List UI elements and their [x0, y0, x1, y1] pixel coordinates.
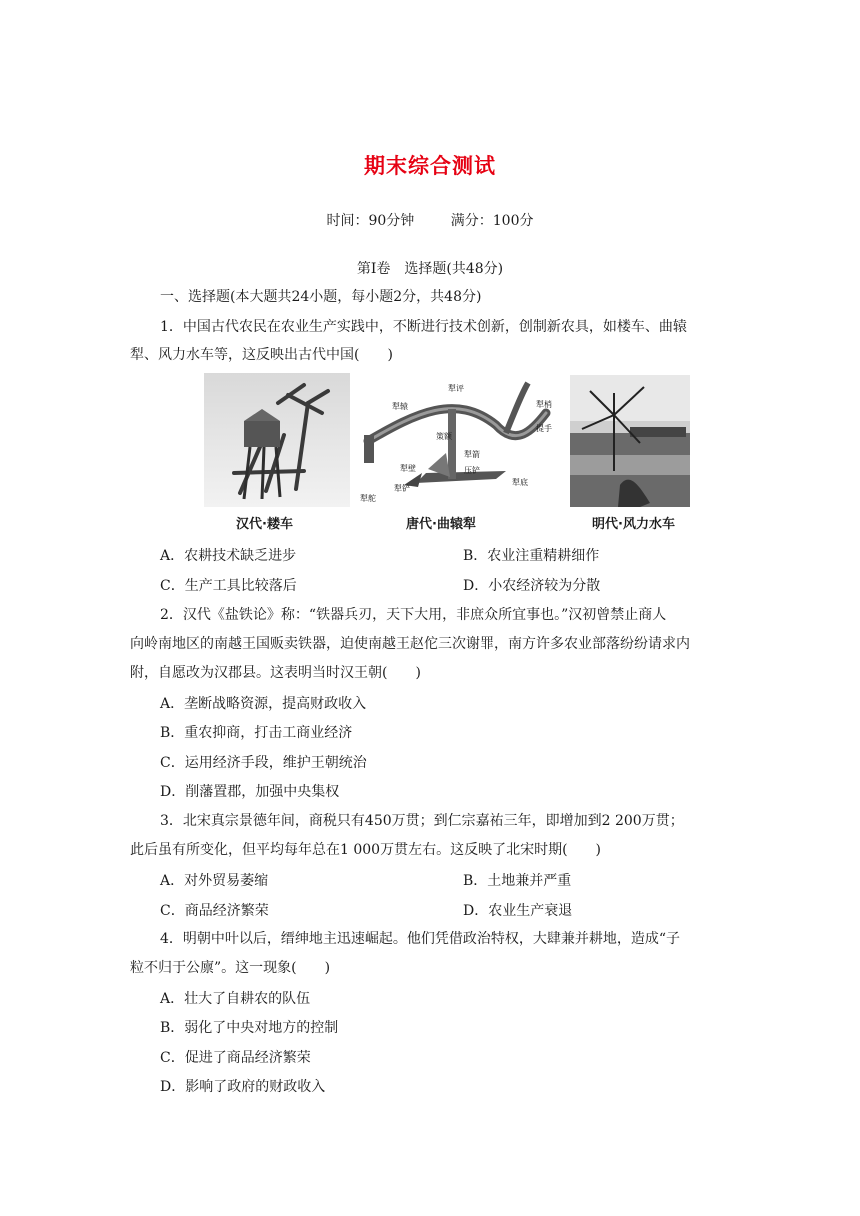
q2-stem-line3: 附，自愿改为汉郡县。这表明当时汉王朝( ) [130, 665, 421, 681]
figure-caption-windmill: 明代·风力水车 [592, 517, 675, 532]
q2-stem-line2: 向岭南地区的南越王国贩卖铁器，迫使南越王赵佗三次谢罪，南方许多农业部落纷纷请求内 [130, 636, 690, 652]
seed-drill-photo [204, 373, 350, 507]
q4-option-b: B．弱化了中央对地方的控制 [160, 1020, 339, 1036]
q1-option-a: A．农耕技术缺乏进步 [160, 548, 297, 564]
part-heading: 一、选择题(本大题共24小题，每小题2分，共48分) [160, 289, 482, 305]
plow-label-4: 提手 [536, 424, 552, 433]
plow-label-10: 犁铲 [394, 484, 410, 493]
page-title: 期末综合测试 [364, 154, 496, 178]
q2-option-b: B．重农抑商，打击工商业经济 [160, 725, 353, 741]
windmill-waterwheel-photo [570, 375, 690, 507]
q3-stem-line1: 3．北宋真宗景德年间，商税只有450万贯；到仁宗嘉祐三年，即增加到2 200万贯； [160, 813, 684, 829]
q2-option-a: A．垄断战略资源，提高财政收入 [160, 696, 367, 712]
section-heading: 第Ⅰ卷 选择题(共48分) [356, 261, 504, 277]
q3-option-d: D．农业生产衰退 [463, 903, 573, 919]
q4-stem-line1: 4．明朝中叶以后，缙绅地主迅速崛起。他们凭借政治特权，大肆兼并耕地，造成“子 [160, 931, 681, 947]
exam-time: 时间：90分钟 [326, 213, 415, 229]
q2-option-c: C．运用经济手段，维护王朝统治 [160, 755, 367, 771]
q2-option-d: D．削藩置郡，加强中央集权 [160, 784, 340, 800]
plow-label-11: 犁舵 [360, 494, 376, 503]
curved-plow-diagram [356, 373, 570, 507]
exam-score: 满分：100分 [450, 213, 534, 229]
q3-option-a: A．对外贸易萎缩 [160, 873, 269, 889]
figure-caption-curved-plow: 唐代·曲辕犁 [406, 517, 476, 532]
q3-option-b: B．土地兼并严重 [463, 873, 572, 889]
plow-label-7: 犁壁 [400, 464, 416, 473]
q3-option-c: C．商品经济繁荣 [160, 903, 269, 919]
plow-label-2: 犁梢 [536, 400, 552, 409]
q1-stem-line1: 1．中国古代农民在农业生产实践中，不断进行技术创新，创制新农具，如楼车、曲辕 [160, 319, 687, 335]
q1-stem-line2: 犁、风力水车等，这反映出古代中国( ) [130, 347, 393, 363]
plow-label-8: 压铲 [464, 466, 480, 475]
plow-label-6: 犁箭 [464, 450, 480, 459]
q4-option-d: D．影响了政府的财政收入 [160, 1079, 326, 1095]
plow-label-3: 犁辕 [392, 402, 408, 411]
q1-option-d: D．小农经济较为分散 [463, 578, 601, 594]
plow-label-5: 策额 [436, 432, 452, 441]
figure-caption-seed-drill: 汉代·耧车 [236, 517, 293, 532]
q1-figures [0, 373, 860, 533]
q4-stem-line2: 粒不归于公廪”。这一现象( ) [130, 960, 331, 976]
q1-option-c: C．生产工具比较落后 [160, 578, 297, 594]
q3-stem-line2: 此后虽有所变化，但平均每年总在1 000万贯左右。这反映了北宋时期( ) [130, 842, 602, 858]
q4-option-c: C．促进了商品经济繁荣 [160, 1050, 311, 1066]
q2-stem-line1: 2．汉代《盐铁论》称：“铁器兵刃，天下大用，非庶众所宜事也。”汉初曾禁止商人 [160, 607, 667, 623]
exam-meta [0, 210, 860, 230]
plow-label-9: 犁底 [512, 478, 528, 487]
q4-option-a: A．壮大了自耕农的队伍 [160, 991, 311, 1007]
q1-option-b: B．农业注重精耕细作 [463, 548, 600, 564]
plow-label-1: 犁评 [448, 384, 464, 393]
